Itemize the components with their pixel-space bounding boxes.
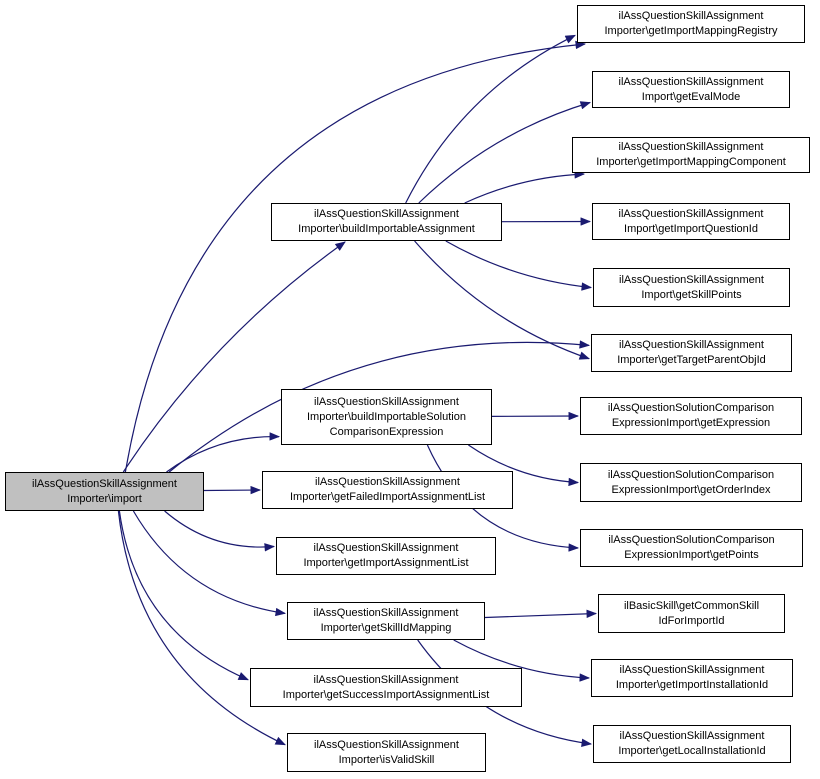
graph-node-label: ilAssQuestionSkillAssignment	[315, 476, 460, 488]
graph-node-label: Importer\isValidSkill	[338, 753, 435, 766]
graph-node-label: ExpressionImport\getPoints	[624, 549, 759, 561]
graph-node-label: Importer\getTargetParentObjId	[617, 354, 766, 366]
graph-node-label: Import\getEvalMode	[641, 90, 741, 103]
graph-node-getTargetParentObjId[interactable]	[591, 334, 792, 372]
graph-node-label: ilAssQuestionSkillAssignment	[314, 208, 459, 220]
edge-import-getSkillIdMapping	[133, 511, 285, 613]
graph-node-label: ilAssQuestionSkillAssignment	[314, 395, 459, 408]
edge-buildImportableAssignment-getTargetParentObjId	[415, 241, 589, 359]
edge-import-getImportAssignmentList	[165, 511, 274, 547]
graph-node-label: ilAssQuestionSolutionComparison	[607, 468, 775, 481]
edge-import-getFailedImportAssignmentList	[204, 490, 260, 491]
graph-node-label: Importer\getImportInstallationId	[615, 679, 769, 691]
graph-node-label: Importer\getLocalInstallationId	[618, 745, 766, 757]
graph-node-label: ilAssQuestionSkillAssignment	[618, 207, 764, 220]
edge-import-buildImportableSolutionComparisonExpression	[167, 437, 280, 472]
graph-node-label: Import\getImportQuestionId	[624, 222, 758, 235]
graph-node-getOrderIndex[interactable]	[580, 463, 802, 502]
graph-node-label: Importer\getSuccessImportAssignmentList	[282, 688, 490, 701]
graph-node-getSkillPoints[interactable]	[593, 268, 790, 307]
graph-node-getFailedImportAssignmentList[interactable]	[262, 471, 513, 509]
graph-node-label: ilAssQuestionSkillAssignment	[313, 607, 459, 619]
graph-node-getExpression[interactable]	[580, 397, 802, 435]
graph-node-getImportAssignmentList[interactable]	[276, 537, 496, 575]
graph-node-getLocalInstallationId[interactable]	[593, 725, 791, 763]
graph-node-getImportMappingRegistry[interactable]	[577, 5, 805, 43]
graph-node-getImportMappingComponent[interactable]	[572, 137, 810, 173]
graph-node-label: ilAssQuestionSkillAssignment	[619, 664, 765, 676]
graph-node-label: Importer\getImportMappingRegistry	[604, 25, 778, 37]
graph-node-label: ilAssQuestionSkillAssignment	[619, 730, 765, 742]
graph-node-label: ilAssQuestionSkillAssignment	[618, 75, 764, 88]
graph-node-label: ilAssQuestionSolutionComparison	[607, 402, 775, 414]
graph-node-getImportInstallationId[interactable]	[591, 659, 793, 697]
graph-node-label: IdForImportId	[658, 614, 725, 627]
graph-node-getSuccessImportAssignmentList[interactable]	[250, 668, 522, 707]
graph-node-label: ilAssQuestionSkillAssignment	[618, 141, 764, 153]
graph-node-label: ComparisonExpression	[329, 425, 444, 438]
graph-node-getEvalMode[interactable]	[592, 71, 790, 108]
graph-node-label: ilAssQuestionSkillAssignment	[313, 542, 459, 554]
edge-buildImportableAssignment-getSkillPoints	[446, 241, 591, 288]
graph-node-label: Import\getSkillPoints	[641, 288, 742, 301]
graph-node-label: Importer\buildImportableSolution	[307, 410, 466, 423]
graph-node-label: Importer\getImportAssignmentList	[303, 557, 469, 569]
graph-node-label: ExpressionImport\getOrderIndex	[611, 483, 771, 496]
graph-node-getSkillIdMapping[interactable]	[287, 602, 485, 640]
graph-node-getImportQuestionId[interactable]	[592, 203, 790, 240]
graph-node-label: ilAssQuestionSkillAssignment	[619, 339, 764, 351]
graph-node-import	[5, 472, 204, 511]
graph-node-label: Importer\buildImportableAssignment	[298, 223, 475, 235]
graph-node-buildImportableSolutionComparisonExpression[interactable]	[281, 389, 492, 445]
graph-node-label: ilAssQuestionSkillAssignment	[313, 673, 459, 686]
edge-buildImportableAssignment-getImportMappingComponent	[465, 174, 584, 203]
graph-node-label: ilBasicSkill\getCommonSkill	[623, 599, 760, 612]
graph-node-label: ilAssQuestionSkillAssignment	[314, 738, 459, 751]
graph-node-getCommonSkillIdForImportId[interactable]	[598, 594, 785, 633]
graph-node-buildImportableAssignment[interactable]	[271, 203, 502, 241]
graph-node-isValidSkill[interactable]	[287, 733, 486, 772]
graph-node-label: ilAssQuestionSkillAssignment	[618, 10, 764, 22]
graph-node-label: Importer\getFailedImportAssignmentList	[289, 491, 486, 503]
graph-node-label: ilAssQuestionSolutionComparison	[608, 534, 775, 546]
graph-node-label: ilAssQuestionSkillAssignment	[619, 273, 764, 286]
graph-node-label: ilAssQuestionSkillAssignment	[32, 477, 177, 490]
edge-getSkillIdMapping-getCommonSkillIdForImportId	[485, 614, 596, 618]
graph-node-label: ExpressionImport\getExpression	[611, 417, 771, 429]
graph-node-label: Importer\getImportMappingComponent	[596, 156, 786, 168]
graph-node-label: Importer\getSkillIdMapping	[320, 622, 452, 634]
graph-node-label: Importer\import	[67, 492, 142, 505]
edge-import-isValidSkill	[118, 511, 285, 745]
graph-node-getPoints[interactable]	[580, 529, 803, 567]
